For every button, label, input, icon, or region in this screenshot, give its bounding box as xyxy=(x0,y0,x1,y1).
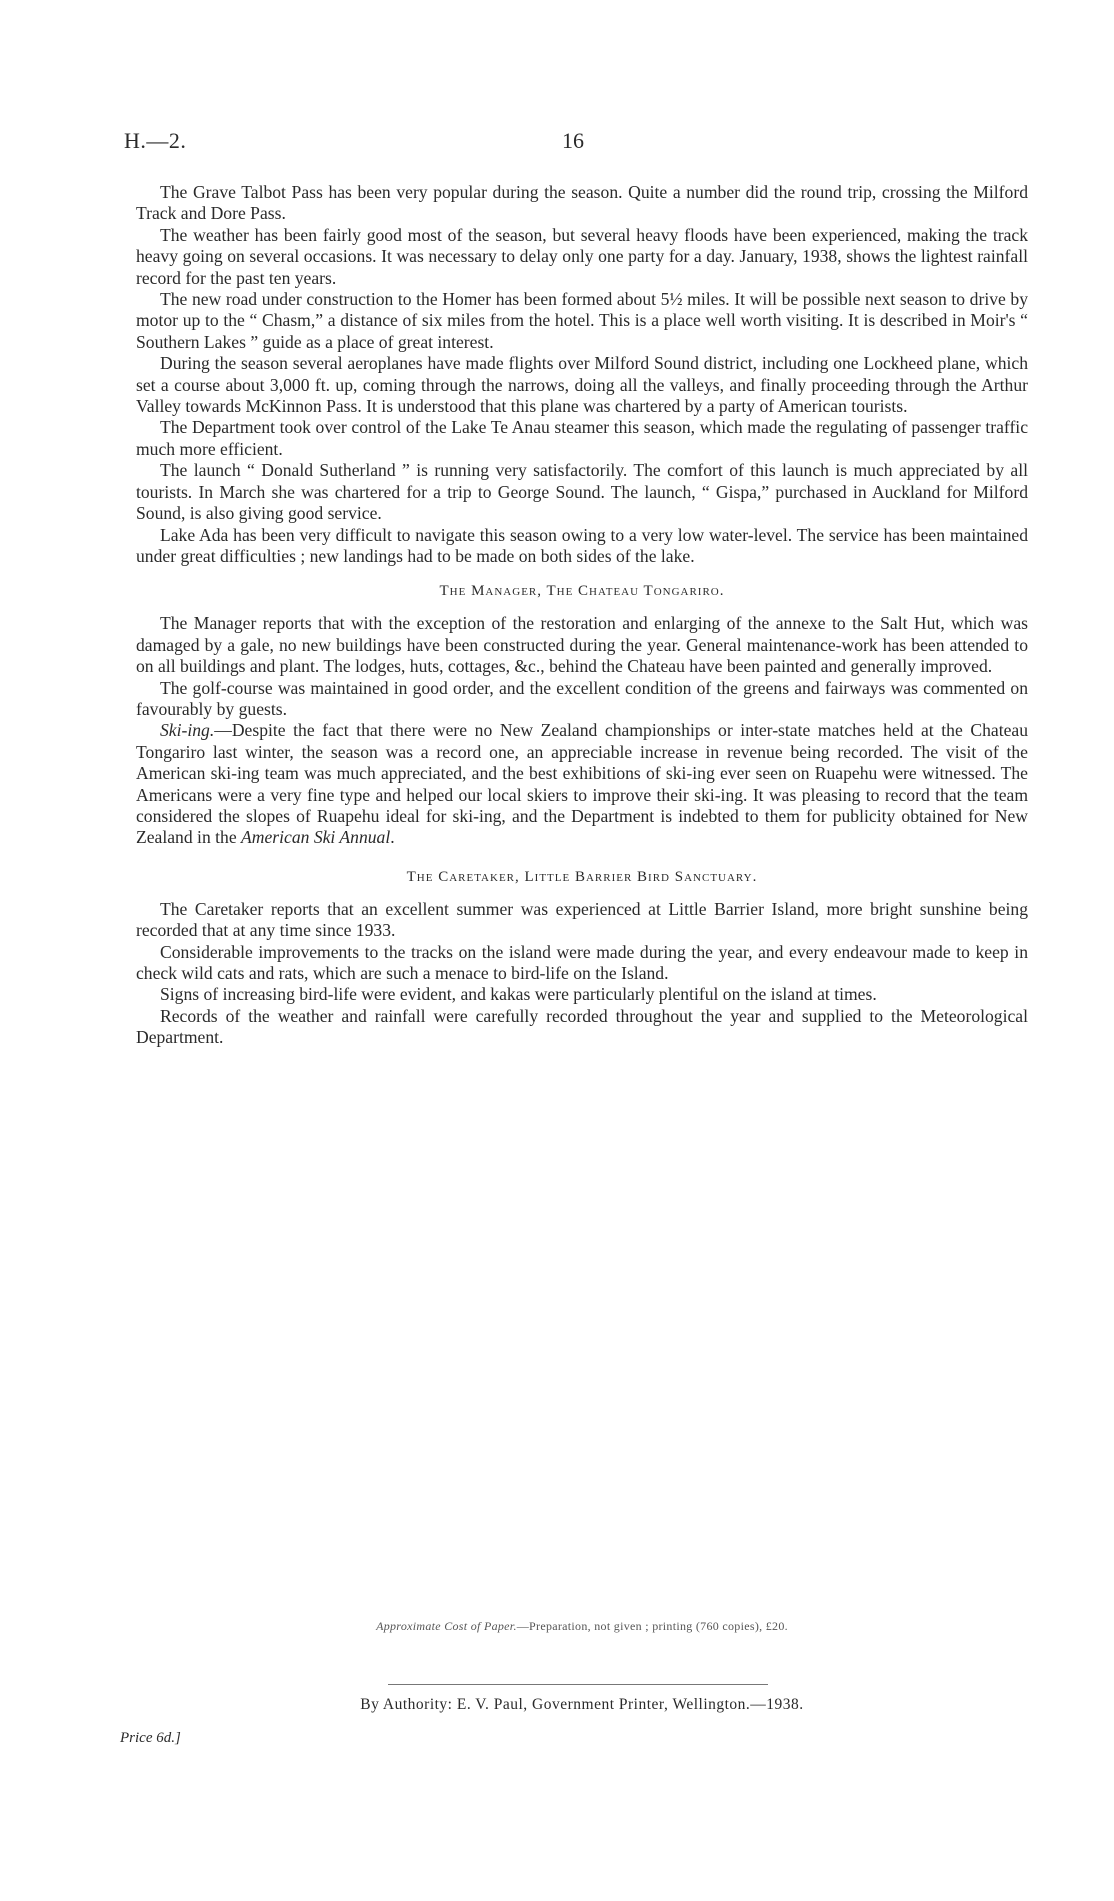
page-number: 16 xyxy=(562,128,584,153)
skiing-label: Ski-ing. xyxy=(160,720,215,741)
footer-rule xyxy=(388,1684,768,1685)
section-heading-little-barrier: The Caretaker, Little Barrier Bird Sanctuary. xyxy=(406,868,758,885)
skiing-paragraph xyxy=(136,720,1028,848)
publication-title: American Ski Annual xyxy=(241,827,391,848)
paragraph: Signs of increasing bird-life were evident, and kakas were particularly plentiful on the island at times. xyxy=(160,984,877,1005)
paragraph: Considerable improvements to the tracks on the island were made during the year, and every endeavour made to keep in check wild cats and rats, which are such a menace to bird-life on the Island. xyxy=(136,941,1028,983)
paragraph: The Grave Talbot Pass has been very popular during the season. Quite a number did the round trip, crossing the Milford Track and Dore Pass. xyxy=(136,182,1028,224)
cost-note xyxy=(136,1619,1028,1634)
cost-label: Approximate Cost of Paper. xyxy=(376,1619,517,1633)
document-code: H.—2. xyxy=(124,128,187,153)
section-heading-chateau: The Manager, The Chateau Tongariro. xyxy=(439,583,725,600)
paragraph: Lake Ada has been very difficult to navigate this season owing to a very low water-level. The service has been maintained under great difficulties ; new landings had to be made on both sides of the lake. xyxy=(136,524,1028,566)
paragraph: The Department took over control of the Lake Te Anau steamer this season, which made the regulating of passenger traffic much more efficient. xyxy=(136,417,1028,459)
paragraph: The Manager reports that with the exception of the restoration and enlarging of the annexe to the Salt Hut, which was damaged by a gale, no new buildings have been constructed during the year. General maintenance-work has been attended to on all buildings and plant. The lodges, huts, cottages, &c., behind the Chateau have been painted and generally improved. xyxy=(136,613,1028,677)
paragraph: The new road under construction to the Homer has been formed about 5½ miles. It will be possible next season to drive by motor up to the “ Chasm,” a distance of six miles from the hotel. This is a place well worth visiting. It is described in Moir's “ Southern Lakes ” guide as a place of great interest. xyxy=(136,289,1028,352)
printer-imprint: By Authority: E. V. Paul, Government Printer, Wellington.—1938. xyxy=(360,1696,804,1713)
skiing-text: —Despite the fact that there were no New Zealand championships or inter-state matches held at the Chateau Tongariro last winter, the season was a record one, an appreciable increase in revenue being recorded. The visit of the American ski-ing team was much appreciated, and the best exhibitions of ski-ing ever seen on Ruapehu were witnessed. The Americans were a very fine type and helped our local skiers to improve their ski-ing. It was pleasing to record that the team considered the slopes of Ruapehu ideal for ski-ing, and the Department is indebted to them for publicity obtained for New Zealand in the xyxy=(136,720,1028,848)
price-note: Price 6d.] xyxy=(120,1730,181,1746)
running-head xyxy=(124,128,1014,158)
cost-text: —Preparation, not given ; printing (760 copies), £20. xyxy=(516,1619,788,1633)
paragraph: The weather has been fairly good most of the season, but several heavy floods have been experienced, making the track heavy going on several occasions. It was necessary to delay only one party for a day. January, 1938, shows the lightest rainfall record for the past ten years. xyxy=(136,224,1028,288)
paragraph: During the season several aeroplanes have made flights over Milford Sound district, including one Lockheed plane, which set a course about 3,000 ft. up, coming through the narrows, doing all the valleys, and finally proceeding through the Arthur Valley towards McKinnon Pass. It is understood that this plane was chartered by a party of American tourists. xyxy=(136,353,1028,417)
body-text xyxy=(136,182,1028,1049)
skiing-text-end: . xyxy=(390,827,395,848)
paragraph: The golf-course was maintained in good order, and the excellent condition of the greens and fairways was commented on favourably by guests. xyxy=(136,677,1028,719)
paragraph: Records of the weather and rainfall were carefully recorded throughout the year and supplied to the Meteorological Department. xyxy=(136,1005,1028,1048)
paragraph: The launch “ Donald Sutherland ” is running very satisfactorily. The comfort of this launch is much appreciated by all tourists. In March she was chartered for a trip to George Sound. The launch, “ Gispa,” purchased in Auckland for Milford Sound, is also giving good service. xyxy=(136,460,1028,524)
paragraph: The Caretaker reports that an excellent summer was experienced at Little Barrier Island, more bright sunshine being recorded that at any time since 1933. xyxy=(136,898,1028,941)
